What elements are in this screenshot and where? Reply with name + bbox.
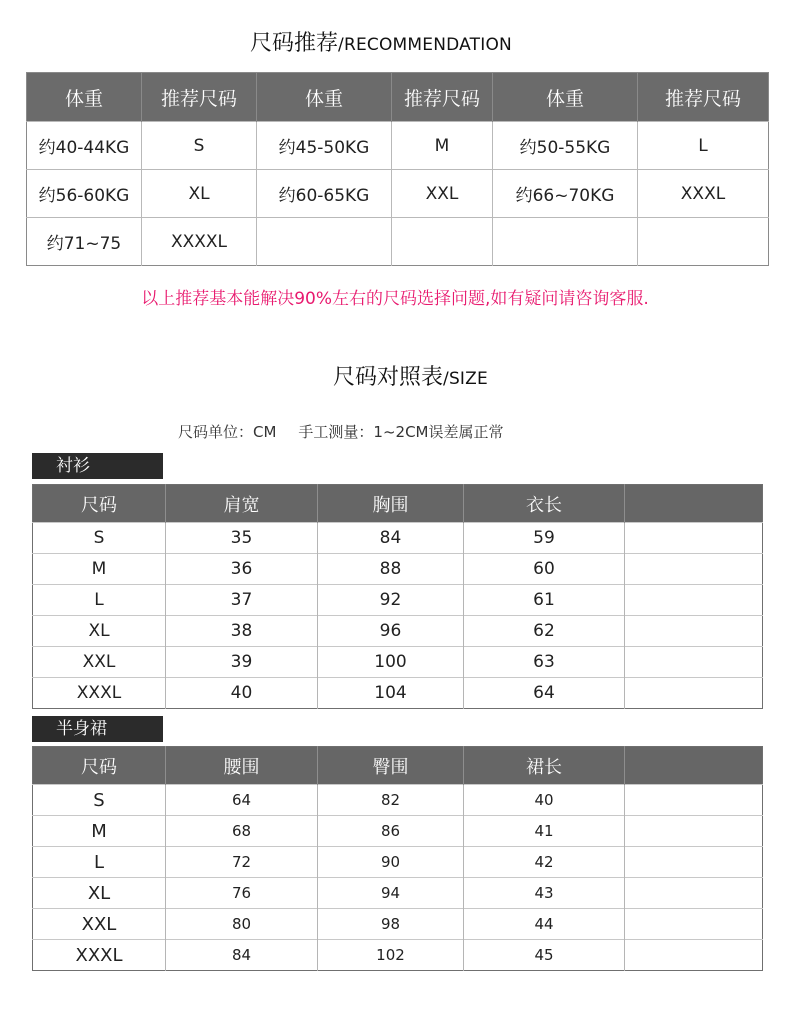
table-cell: 64 bbox=[464, 678, 625, 709]
recommendation-title bbox=[250, 26, 512, 57]
measurement-notes bbox=[178, 421, 504, 442]
size-cell: L bbox=[33, 847, 166, 878]
table-cell: 37 bbox=[166, 585, 318, 616]
table-cell: 43 bbox=[464, 878, 625, 909]
table-row bbox=[33, 678, 763, 709]
table-row bbox=[33, 816, 763, 847]
table-cell bbox=[493, 218, 638, 266]
table-cell: 98 bbox=[318, 909, 464, 940]
table-cell: 90 bbox=[318, 847, 464, 878]
table-cell bbox=[638, 218, 769, 266]
shirt-section-label: 衬衫 bbox=[32, 453, 163, 479]
table-row bbox=[33, 585, 763, 616]
header-cell: 衣长 bbox=[464, 485, 625, 523]
table-row bbox=[33, 554, 763, 585]
table-cell: XXXL bbox=[638, 170, 769, 218]
table-cell: 59 bbox=[464, 523, 625, 554]
table-cell: 约56-60KG bbox=[27, 170, 142, 218]
header-cell: 推荐尺码 bbox=[392, 73, 493, 122]
size-cell: L bbox=[33, 585, 166, 616]
table-cell: 84 bbox=[166, 940, 318, 971]
header-cell: 裙长 bbox=[464, 747, 625, 785]
size-cell: XXL bbox=[33, 647, 166, 678]
table-cell: 约60-65KG bbox=[257, 170, 392, 218]
table-cell: 61 bbox=[464, 585, 625, 616]
table-cell bbox=[625, 909, 763, 940]
table-cell: 44 bbox=[464, 909, 625, 940]
table-cell: 39 bbox=[166, 647, 318, 678]
header-cell: 尺码 bbox=[33, 747, 166, 785]
table-cell: 40 bbox=[166, 678, 318, 709]
header-cell: 推荐尺码 bbox=[638, 73, 769, 122]
table-cell: 64 bbox=[166, 785, 318, 816]
table-row bbox=[33, 647, 763, 678]
size-cell: XXXL bbox=[33, 678, 166, 709]
table-cell bbox=[257, 218, 392, 266]
header-cell: 臀围 bbox=[318, 747, 464, 785]
table-row bbox=[27, 218, 769, 266]
table-cell bbox=[625, 616, 763, 647]
skirt-section-label: 半身裙 bbox=[32, 716, 163, 742]
table-cell: 102 bbox=[318, 940, 464, 971]
header-cell: 尺码 bbox=[33, 485, 166, 523]
size-chart-title-cn: 尺码对照表 bbox=[333, 365, 444, 390]
table-cell: 92 bbox=[318, 585, 464, 616]
table-row bbox=[33, 847, 763, 878]
size-cell: XL bbox=[33, 878, 166, 909]
size-cell: M bbox=[33, 816, 166, 847]
table-cell: 约50-55KG bbox=[493, 122, 638, 170]
table-cell bbox=[625, 585, 763, 616]
table-cell bbox=[625, 847, 763, 878]
table-cell: 41 bbox=[464, 816, 625, 847]
table-cell: 35 bbox=[166, 523, 318, 554]
table-cell: 62 bbox=[464, 616, 625, 647]
table-cell: M bbox=[392, 122, 493, 170]
table-row bbox=[33, 616, 763, 647]
table-row bbox=[27, 122, 769, 170]
size-chart-title-en: /SIZE bbox=[443, 369, 488, 389]
table-cell: 45 bbox=[464, 940, 625, 971]
table-cell: 86 bbox=[318, 816, 464, 847]
header-cell: 肩宽 bbox=[166, 485, 318, 523]
size-cell: M bbox=[33, 554, 166, 585]
shirt-size-table bbox=[32, 484, 763, 709]
table-row bbox=[27, 170, 769, 218]
table-row bbox=[33, 523, 763, 554]
table-cell bbox=[625, 554, 763, 585]
table-cell: 100 bbox=[318, 647, 464, 678]
table-cell: 约45-50KG bbox=[257, 122, 392, 170]
size-cell: XXL bbox=[33, 909, 166, 940]
size-chart-title bbox=[333, 360, 488, 391]
size-cell: XXXL bbox=[33, 940, 166, 971]
table-cell: S bbox=[142, 122, 257, 170]
table-cell: XL bbox=[142, 170, 257, 218]
table-cell: 94 bbox=[318, 878, 464, 909]
size-cell: S bbox=[33, 523, 166, 554]
table-cell: XXXXL bbox=[142, 218, 257, 266]
header-cell: 腰围 bbox=[166, 747, 318, 785]
header-cell: 推荐尺码 bbox=[142, 73, 257, 122]
shirt-header-row bbox=[33, 485, 763, 523]
table-cell: 84 bbox=[318, 523, 464, 554]
table-cell: 76 bbox=[166, 878, 318, 909]
recommendation-title-en: /RECOMMENDATION bbox=[338, 35, 512, 55]
table-cell: 36 bbox=[166, 554, 318, 585]
recommendation-table bbox=[26, 72, 769, 266]
table-cell bbox=[625, 878, 763, 909]
size-cell: XL bbox=[33, 616, 166, 647]
header-cell: 体重 bbox=[257, 73, 392, 122]
header-cell: 体重 bbox=[27, 73, 142, 122]
table-cell: 63 bbox=[464, 647, 625, 678]
skirt-size-table bbox=[32, 746, 763, 971]
table-row bbox=[33, 878, 763, 909]
table-cell bbox=[625, 940, 763, 971]
size-cell: S bbox=[33, 785, 166, 816]
table-cell: 80 bbox=[166, 909, 318, 940]
header-cell: 胸围 bbox=[318, 485, 464, 523]
header-cell bbox=[625, 747, 763, 785]
header-cell: 体重 bbox=[493, 73, 638, 122]
recommendation-header-row bbox=[27, 73, 769, 122]
table-cell: 68 bbox=[166, 816, 318, 847]
table-cell bbox=[625, 816, 763, 847]
error-note: 手工测量：1~2CM误差属正常 bbox=[298, 423, 504, 441]
table-cell bbox=[392, 218, 493, 266]
table-cell: 60 bbox=[464, 554, 625, 585]
table-row bbox=[33, 785, 763, 816]
table-cell: 42 bbox=[464, 847, 625, 878]
table-cell: 88 bbox=[318, 554, 464, 585]
table-cell bbox=[625, 785, 763, 816]
unit-note: 尺码单位：CM bbox=[178, 423, 277, 441]
header-cell bbox=[625, 485, 763, 523]
table-cell bbox=[625, 678, 763, 709]
table-cell: 96 bbox=[318, 616, 464, 647]
table-cell: 38 bbox=[166, 616, 318, 647]
table-row bbox=[33, 909, 763, 940]
recommendation-title-cn: 尺码推荐 bbox=[250, 31, 339, 56]
table-cell bbox=[625, 523, 763, 554]
table-cell: 72 bbox=[166, 847, 318, 878]
table-cell: 约40-44KG bbox=[27, 122, 142, 170]
table-cell: 82 bbox=[318, 785, 464, 816]
table-cell bbox=[625, 647, 763, 678]
skirt-header-row bbox=[33, 747, 763, 785]
table-row bbox=[33, 940, 763, 971]
table-cell: 约66~70KG bbox=[493, 170, 638, 218]
table-cell: 约71~75 bbox=[27, 218, 142, 266]
table-cell: 104 bbox=[318, 678, 464, 709]
recommendation-note: 以上推荐基本能解决90%左右的尺码选择问题,如有疑问请咨询客服. bbox=[141, 289, 649, 309]
table-cell: XXL bbox=[392, 170, 493, 218]
table-cell: L bbox=[638, 122, 769, 170]
table-cell: 40 bbox=[464, 785, 625, 816]
